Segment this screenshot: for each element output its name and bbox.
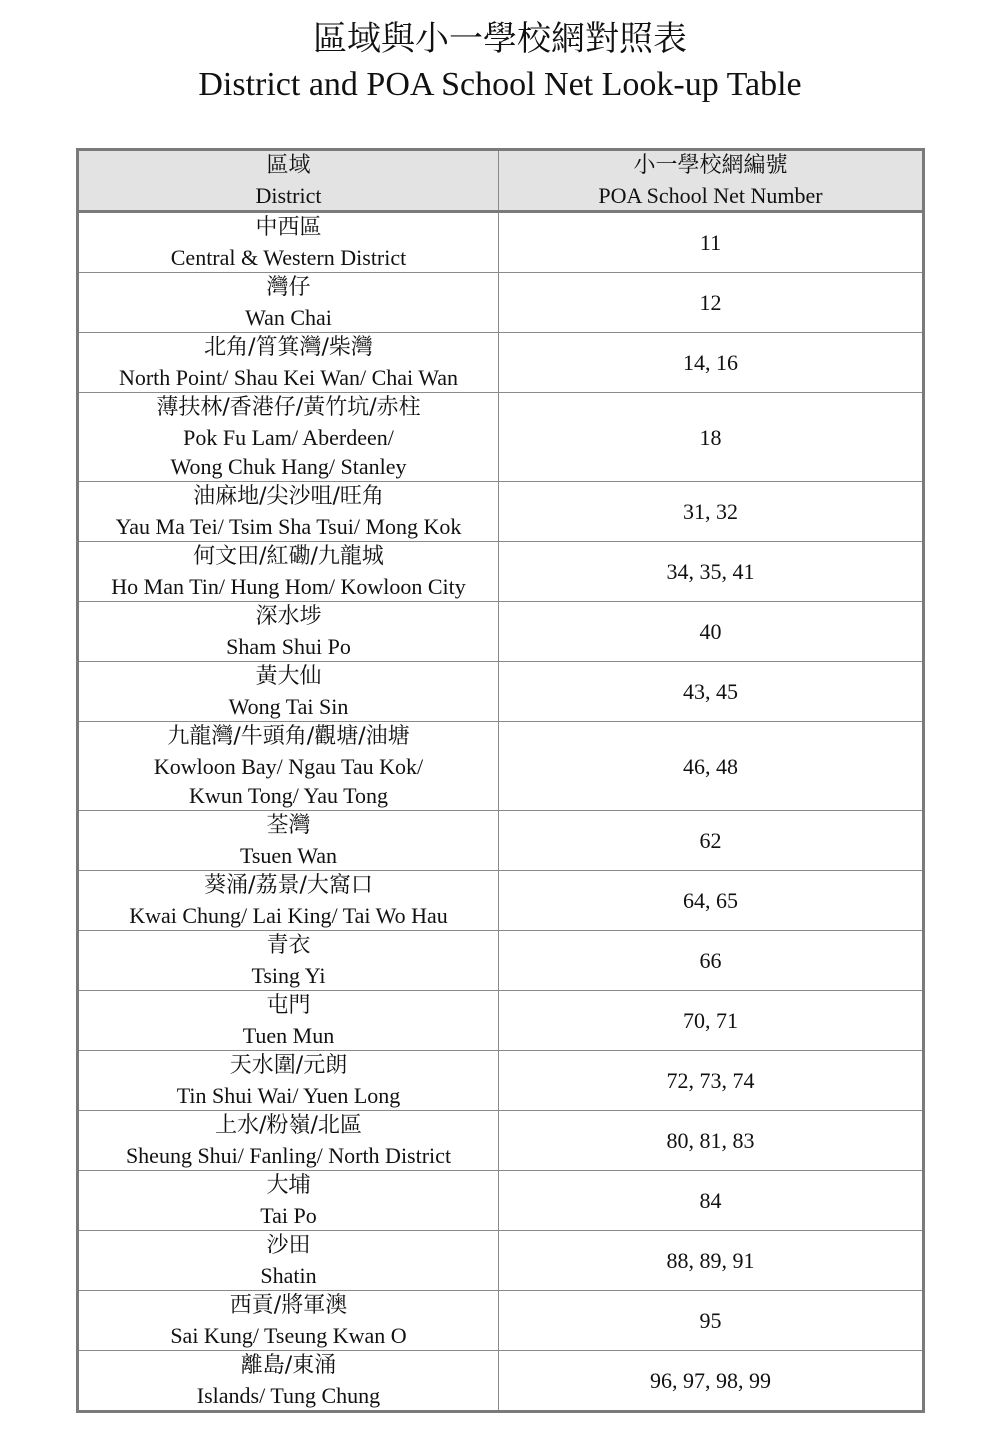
district-name-zh: 青衣 bbox=[266, 933, 311, 958]
net-header-zh: 小一學校網編號 bbox=[633, 153, 788, 178]
district-cell bbox=[78, 273, 499, 333]
table-row bbox=[78, 811, 924, 871]
district-column-header bbox=[78, 150, 499, 212]
district-name-zh: 深水埗 bbox=[255, 604, 322, 629]
school-net-number-cell: 46, 48 bbox=[499, 722, 924, 811]
header-row bbox=[78, 150, 924, 212]
district-name-zh: 黃大仙 bbox=[255, 664, 322, 689]
district-name-zh: 離島/東涌 bbox=[240, 1353, 337, 1378]
district-name-en: Kowloon Bay/ Ngau Tau Kok/ bbox=[153, 754, 424, 779]
school-net-number-cell: 88, 89, 91 bbox=[499, 1231, 924, 1291]
school-net-number-cell: 11 bbox=[499, 212, 924, 273]
district-name-en: Islands/ Tung Chung bbox=[196, 1383, 381, 1408]
school-net-lookup-table bbox=[76, 148, 925, 1413]
district-cell bbox=[78, 542, 499, 602]
table-row bbox=[78, 871, 924, 931]
district-name-zh: 上水/粉嶺/北區 bbox=[215, 1113, 362, 1138]
district-name-en: Kwai Chung/ Lai King/ Tai Wo Hau bbox=[129, 903, 448, 928]
district-name-en: Tsing Yi bbox=[251, 963, 326, 988]
school-net-number-cell: 96, 97, 98, 99 bbox=[499, 1351, 924, 1412]
district-name-en: North Point/ Shau Kei Wan/ Chai Wan bbox=[118, 365, 459, 390]
table-row bbox=[78, 1171, 924, 1231]
district-name-en: Yau Ma Tei/ Tsim Sha Tsui/ Mong Kok bbox=[115, 514, 462, 539]
district-name-zh: 屯門 bbox=[266, 993, 311, 1018]
district-name-en: Tsuen Wan bbox=[239, 843, 338, 868]
table-row bbox=[78, 393, 924, 482]
table-row bbox=[78, 1111, 924, 1171]
table-row bbox=[78, 662, 924, 722]
table-row bbox=[78, 722, 924, 811]
district-name-en: Kwun Tong/ Yau Tong bbox=[188, 783, 389, 808]
table-row bbox=[78, 333, 924, 393]
district-cell bbox=[78, 871, 499, 931]
district-name-en: Ho Man Tin/ Hung Hom/ Kowloon City bbox=[111, 574, 466, 599]
table-row bbox=[78, 1231, 924, 1291]
district-name-en: Sheung Shui/ Fanling/ North District bbox=[125, 1143, 452, 1168]
district-cell bbox=[78, 662, 499, 722]
district-name-en: Tai Po bbox=[260, 1203, 317, 1228]
district-cell bbox=[78, 1291, 499, 1351]
table-body bbox=[78, 212, 924, 1412]
district-name-en: Central & Western District bbox=[170, 245, 407, 270]
district-name-zh: 葵涌/荔景/大窩口 bbox=[204, 873, 373, 898]
district-name-zh: 灣仔 bbox=[266, 275, 311, 300]
district-cell bbox=[78, 722, 499, 811]
district-cell bbox=[78, 1051, 499, 1111]
district-name-en: Wong Chuk Hang/ Stanley bbox=[170, 454, 407, 479]
district-cell bbox=[78, 482, 499, 542]
district-cell bbox=[78, 1111, 499, 1171]
district-name-en: Pok Fu Lam/ Aberdeen/ bbox=[183, 425, 394, 450]
school-net-number-cell: 95 bbox=[499, 1291, 924, 1351]
district-cell bbox=[78, 393, 499, 482]
district-name-en: Sai Kung/ Tseung Kwan O bbox=[170, 1323, 407, 1348]
district-name-en: Wan Chai bbox=[245, 305, 332, 330]
district-name-zh: 薄扶林/香港仔/黃竹坑/赤柱 bbox=[156, 395, 421, 420]
district-name-en: Sham Shui Po bbox=[226, 634, 351, 659]
school-net-number-cell: 31, 32 bbox=[499, 482, 924, 542]
district-cell bbox=[78, 333, 499, 393]
school-net-number-cell: 66 bbox=[499, 931, 924, 991]
district-name-en: Wong Tai Sin bbox=[228, 694, 349, 719]
district-name-zh: 沙田 bbox=[266, 1233, 311, 1258]
district-cell bbox=[78, 602, 499, 662]
table-row bbox=[78, 1351, 924, 1412]
district-name-zh: 西貢/將軍澳 bbox=[229, 1293, 348, 1318]
district-name-en: Tin Shui Wai/ Yuen Long bbox=[176, 1083, 401, 1108]
school-net-number-cell: 18 bbox=[499, 393, 924, 482]
table-row bbox=[78, 542, 924, 602]
net-column-header bbox=[499, 150, 924, 212]
district-name-en: Shatin bbox=[260, 1263, 317, 1288]
district-name-zh: 中西區 bbox=[255, 215, 322, 240]
district-name-zh: 大埔 bbox=[266, 1173, 311, 1198]
school-net-number-cell: 43, 45 bbox=[499, 662, 924, 722]
table-row bbox=[78, 482, 924, 542]
district-cell bbox=[78, 1351, 499, 1412]
district-name-zh: 油麻地/尖沙咀/旺角 bbox=[193, 484, 384, 509]
school-net-number-cell: 12 bbox=[499, 273, 924, 333]
school-net-number-cell: 72, 73, 74 bbox=[499, 1051, 924, 1111]
table-row bbox=[78, 991, 924, 1051]
district-name-zh: 天水圍/元朗 bbox=[229, 1053, 348, 1078]
table-row bbox=[78, 1051, 924, 1111]
school-net-number-cell: 84 bbox=[499, 1171, 924, 1231]
district-header-en: District bbox=[255, 183, 322, 208]
district-cell bbox=[78, 991, 499, 1051]
table-row bbox=[78, 273, 924, 333]
district-name-zh: 北角/筲箕灣/柴灣 bbox=[204, 335, 373, 360]
district-cell bbox=[78, 1231, 499, 1291]
district-cell bbox=[78, 931, 499, 991]
school-net-number-cell: 40 bbox=[499, 602, 924, 662]
district-cell bbox=[78, 811, 499, 871]
school-net-number-cell: 34, 35, 41 bbox=[499, 542, 924, 602]
district-name-zh: 荃灣 bbox=[266, 813, 311, 838]
school-net-number-cell: 70, 71 bbox=[499, 991, 924, 1051]
school-net-number-cell: 80, 81, 83 bbox=[499, 1111, 924, 1171]
table-header bbox=[78, 150, 924, 212]
district-cell bbox=[78, 1171, 499, 1231]
net-header-en: POA School Net Number bbox=[598, 183, 823, 208]
table-row bbox=[78, 1291, 924, 1351]
district-header-zh: 區域 bbox=[266, 153, 311, 178]
district-name-en: Tuen Mun bbox=[242, 1023, 335, 1048]
district-name-zh: 九龍灣/牛頭角/觀塘/油塘 bbox=[167, 724, 410, 749]
school-net-number-cell: 62 bbox=[499, 811, 924, 871]
district-name-zh: 何文田/紅磡/九龍城 bbox=[193, 544, 384, 569]
page-title-chinese: 區域與小一學校網對照表 bbox=[313, 19, 687, 59]
school-net-number-cell: 14, 16 bbox=[499, 333, 924, 393]
table-row bbox=[78, 931, 924, 991]
school-net-number-cell: 64, 65 bbox=[499, 871, 924, 931]
district-cell bbox=[78, 212, 499, 273]
table-row bbox=[78, 602, 924, 662]
page-title-english: District and POA School Net Look-up Table bbox=[198, 66, 802, 103]
table-row bbox=[78, 212, 924, 273]
